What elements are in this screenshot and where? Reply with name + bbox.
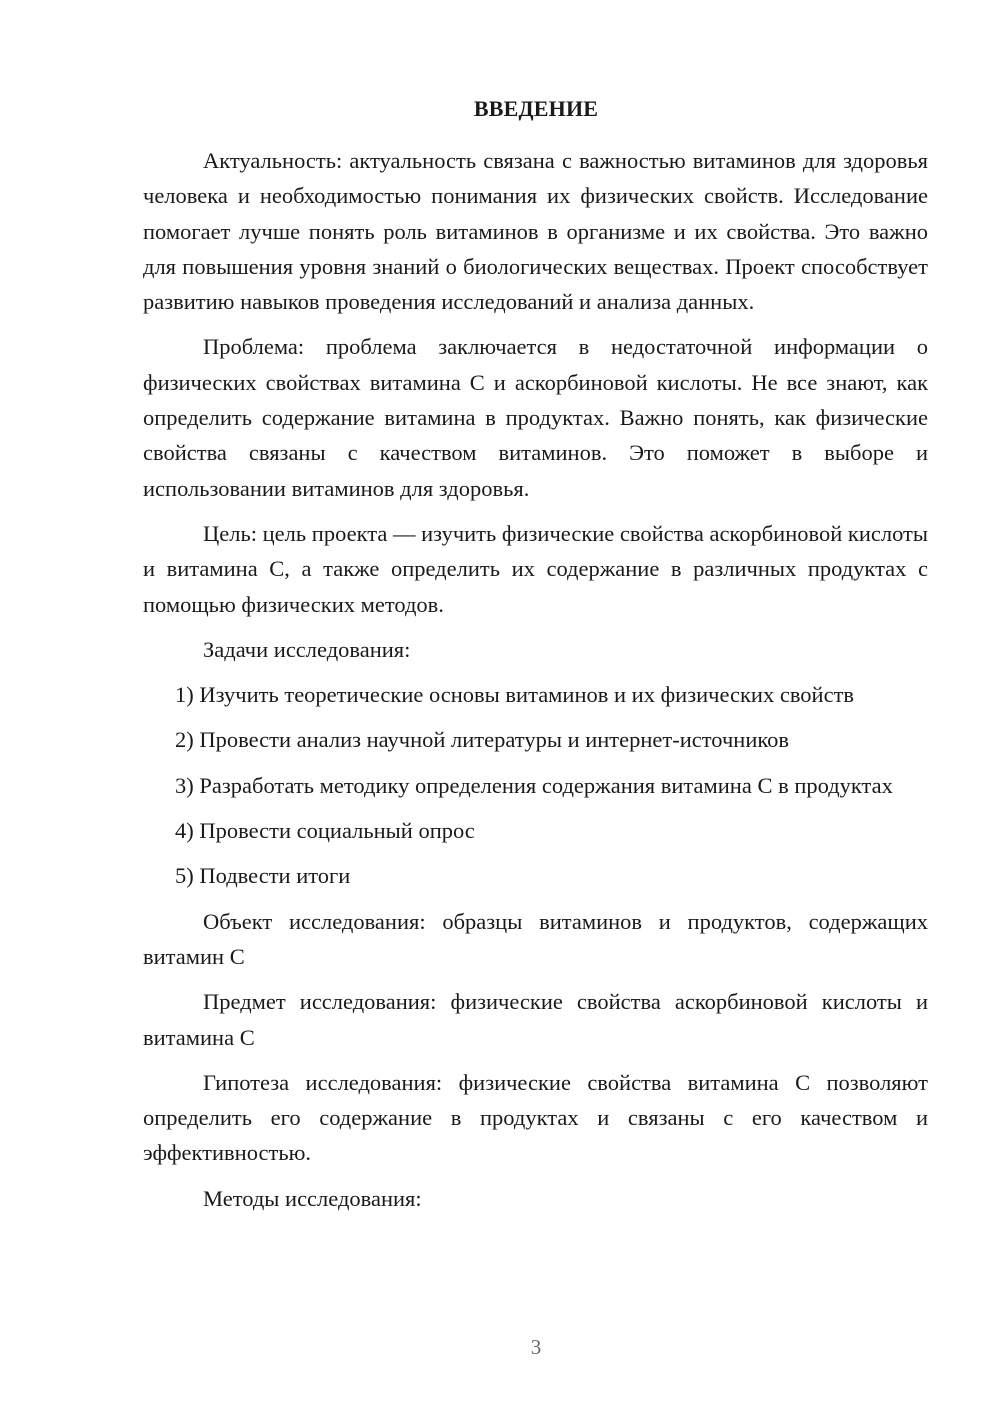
task-item-5: 5) Подвести итоги	[175, 863, 351, 889]
paragraph-goal: Цель: цель проекта — изучить физические свойства аскорбиновой кислоты и витамина С, а также определить их содержание в различных продуктах с помощью физических методов.	[143, 520, 928, 617]
task-item-4: 4) Провести социальный опрос	[175, 818, 475, 844]
paragraph-problem: Проблема: проблема заключается в недостаточной информации о физических свойствах витамина С и аскорбиновой кислоты. Не все знают, как определить содержание витамина в продуктах. Важно понять, как физические свойства связаны с качеством витаминов. Это поможет в выборе и использовании витаминов для здоровья.	[143, 334, 928, 501]
page-number: 3	[530, 1335, 542, 1359]
task-item-3: 3) Разработать методику определения содержания витамина С в продуктах	[175, 772, 893, 798]
paragraph-hypothesis: Гипотеза исследования: физические свойства витамина С позволяют определить его содержание в продуктах и связаны с его качеством и эффективностью.	[143, 1069, 928, 1166]
paragraph-relevance: Актуальность: актуальность связана с важностью витаминов для здоровья человека и необходимостью понимания их физических свойств. Исследование помогает лучше понять роль витаминов в организме и их свойства. Это важно для повышения уровня знаний о биологических веществах. Проект способствует развитию навыков проведения исследований и анализа данных.	[143, 148, 928, 315]
task-item-2: 2) Провести анализ научной литературы и интернет-источников	[175, 727, 790, 753]
body-text	[143, 143, 928, 1226]
task-item-1: 1) Изучить теоретические основы витаминов и их физических свойств	[175, 682, 855, 708]
paragraph-object: Объект исследования: образцы витаминов и продуктов, содержащих витамин С	[143, 908, 928, 969]
paragraph-subject: Предмет исследования: физические свойства аскорбиновой кислоты и витамина С	[143, 989, 928, 1050]
section-title: ВВЕДЕНИЕ	[473, 96, 599, 121]
tasks-heading: Задачи исследования:	[203, 636, 411, 662]
methods-heading: Методы исследования:	[203, 1185, 422, 1211]
